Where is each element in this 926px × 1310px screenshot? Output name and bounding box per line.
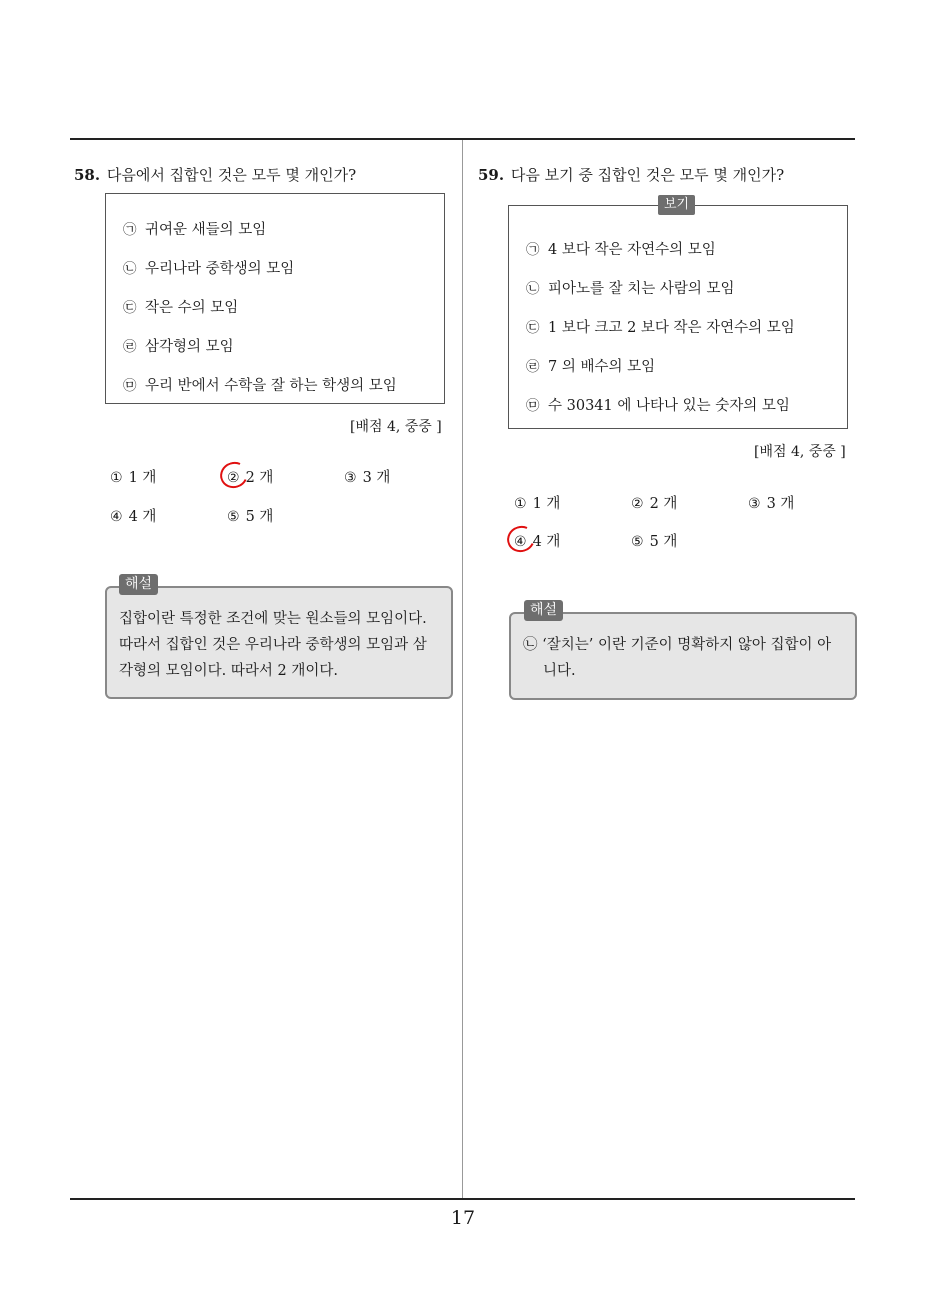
list-item: ㉣ 삼각형의 모임	[123, 339, 234, 355]
question-58-title	[74, 164, 356, 185]
answer-choice-selected[interactable]: ② 2 개	[227, 470, 274, 486]
question-text: 다음 보기 중 집합인 것은 모두 몇 개인가?	[510, 166, 785, 184]
list-item: ㉠ 4 보다 작은 자연수의 모임	[526, 242, 716, 258]
score-label: [배점 4, 중중 ]	[754, 444, 846, 460]
bottom-rule	[70, 1198, 855, 1200]
answer-choice[interactable]: ① 1 개	[110, 470, 157, 486]
list-item: ㉠ 귀여운 새들의 모임	[123, 222, 267, 238]
answer-choice[interactable]: ⑤ 5 개	[227, 509, 274, 525]
list-item: ㉣ 7 의 배수의 모임	[526, 359, 656, 375]
list-item: ㉡ 우리나라 중학생의 모임	[123, 261, 295, 277]
explanation-box	[509, 612, 857, 700]
list-item: ㉡ 피아노를 잘 치는 사람의 모임	[526, 281, 735, 297]
answer-choice[interactable]: ③ 3 개	[748, 496, 795, 512]
answer-choice[interactable]: ② 2 개	[631, 496, 678, 512]
bogi-tag: 보기	[658, 195, 695, 215]
explanation-text: ㉡ ‘잘치는’ 이란 기준이 명확하지 않아 집합이 아 니다.	[523, 637, 832, 679]
answer-choice[interactable]: ④ 4 개	[110, 509, 157, 525]
explanation-tag: 해설	[119, 574, 158, 595]
answer-choice-selected[interactable]: ④ 4 개	[514, 534, 561, 550]
explanation-text: 집합이란 특정한 조건에 맞는 원소들의 모임이다. 따라서 집합인 것은 우리나라 중학생의 모임과 삼 각형의 모임이다. 따라서 2 개이다.	[119, 611, 427, 679]
question-number: 59.	[478, 166, 505, 184]
list-item: ㉢ 작은 수의 모임	[123, 300, 239, 316]
question-59-title	[478, 164, 784, 185]
list-item: ㉤ 수 30341 에 나타나 있는 숫자의 모임	[526, 398, 790, 414]
explanation-tag: 해설	[524, 600, 563, 621]
list-item: ㉢ 1 보다 크고 2 보다 작은 자연수의 모임	[526, 320, 795, 336]
list-item: ㉤ 우리 반에서 수학을 잘 하는 학생의 모임	[123, 378, 397, 394]
q59-bogi-box	[508, 205, 848, 429]
score-label: [배점 4, 중중 ]	[350, 419, 442, 435]
question-text: 다음에서 집합인 것은 모두 몇 개인가?	[106, 166, 357, 184]
answer-choice[interactable]: ⑤ 5 개	[631, 534, 678, 550]
question-number: 58.	[74, 166, 101, 184]
q58-statement-box	[105, 193, 445, 404]
column-divider	[462, 140, 463, 1198]
page-number: 17	[450, 1207, 476, 1229]
explanation-box	[105, 586, 453, 699]
answer-choice[interactable]: ③ 3 개	[344, 470, 391, 486]
answer-choice[interactable]: ① 1 개	[514, 496, 561, 512]
